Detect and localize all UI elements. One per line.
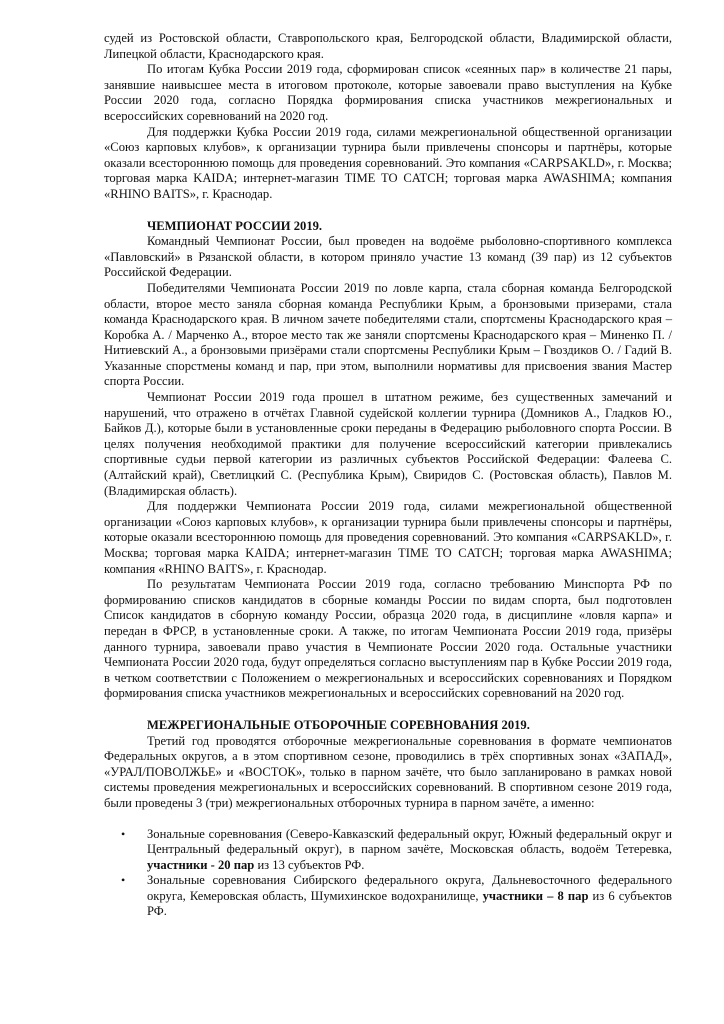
bullet-icon: • <box>121 873 126 888</box>
list-item-text: Зональные соревнования (Северо-Кавказский федеральный округ, Южный федеральный округ и Центральный федеральный округ), в парном зачёте, Московская область, водоём Тетеревка, <box>147 826 672 857</box>
list-item <box>104 873 672 920</box>
list-item-bold: участники - 20 пар <box>147 857 255 872</box>
championship-paragraph-4: Для поддержки Чемпионата России 2019 года, силами межрегиональной общественной организации «Союз карповых клубов», к организации турнира были привлечены спонсоры и партнёры, которые оказали всестороннюю помощь для проведения соревнований. Это компания «CARPSAKLD», г. Москва; торговая марка KAIDA; интернет-магазин TIME TO CATCH; торговая марка AWASHIMA; компания «RHINO BAITS», г. Краснодар. <box>104 499 672 576</box>
intro-paragraph-2: По итогам Кубка России 2019 года, сформирован список «сеянных пар» в количестве 21 пары, занявшие наивысшее места в итоговом протоколе, которые завоевали право выступления на Кубке России 2020 года, согласно Порядка формирования списка участников межрегиональных и всероссийских соревнований на 2020 год. <box>104 62 672 123</box>
list-item-text: Зональные соревнования Сибирского федерального округа, Дальневосточного федерального округа, Кемеровская область, Шумихинское водохранилище, <box>147 873 672 903</box>
list-spacer <box>104 812 672 827</box>
document-page <box>104 31 672 920</box>
section-spacer <box>104 702 672 718</box>
interregional-paragraph: Третий год проводятся отборочные межрегиональные соревнования в формате чемпионатов Федеральных округов, а в этом спортивном сезоне, проводились в трёх спортивных зонах «ЗАПАД», «УРАЛ/ПОВОЛЖЬЕ» и «ВОСТОК», только в парном зачёте, что было запланировано в рамках новой системы проведения межрегиональных и всероссийских соревнований. В спортивном сезоне 2019 года, были проведены 3 (три) межрегиональных отборочных турнира в парном зачёте, а именно: <box>104 733 672 810</box>
intro-paragraph-3: Для поддержки Кубка России 2019 года, силами межрегиональной общественной организации «Союз карповых клубов», к организации турнира были привлечены спонсоры и партнёры, которые оказали всестороннюю помощь для проведения соревнований. Это компания «CARPSAKLD», г. Москва; торговая марка KAIDA; интернет-магазин TIME TO CATCH; торговая марка AWASHIMA; компания «RHINO BAITS», г. Краснодар. <box>104 124 672 201</box>
intro-paragraph-1: судей из Ростовской области, Ставропольского края, Белгородской области, Владимирской области, Липецкой области, Краснодарского края. <box>104 31 672 61</box>
championship-paragraph-3: Чемпионат России 2019 года прошел в штатном режиме, без существенных замечаний и нарушений, что отражено в отчётах Главной судейской коллегии турнира (Домников А., Гладков Ю., Байков Д.), которые были в установленные сроки переданы в Федерацию рыболовного спорта России. В целях получения необходимой практики для получение всероссийский категории привлекались спортивные судьи первой категории из различных субъектов Российской Федерации: Фалеева С. (Алтайский край), Светлицкий С. (Республика Крым), Свиридов С. (Ростовская область), Павлов М. (Владимирская область). <box>104 390 672 498</box>
championship-paragraph-5: По результатам Чемпионата России 2019 года, согласно требованию Минспорта РФ по формированию списков кандидатов в сборные команды России по видам спорта, был подготовлен Список кандидатов в сборную команду России, образца 2020 года, в дисциплине «ловля карпа» и передан в ФРСР, в установленные сроки. А также, по итогам Чемпионата России 2019 года, призёры данного турнира, завоевали право участия в Чемпионате России 2020 года. Остальные участники Чемпионата России 2020 года, будут определяться согласно выступлениям пар в Кубке России 2019 года, в четком соответствии с Положением о межрегиональных и всероссийских соревнованиях и Порядком формирования списка участников межрегиональных и всероссийских соревнований на 2020 год. <box>104 577 672 701</box>
championship-paragraph-1: Командный Чемпионат России, был проведен на водоёме рыболовно-спортивного комплекса «Павловский» в Рязанской области, в котором приняло участие 13 команд (39 пар) из 12 субъектов Российской Федерации. <box>104 234 672 280</box>
list-item <box>104 827 672 874</box>
list-item-tail: из 13 субъектов РФ. <box>254 857 365 872</box>
competition-list <box>104 827 672 921</box>
list-item-tail: из 6 субъектов РФ. <box>147 888 672 919</box>
section-spacer <box>104 203 672 219</box>
championship-paragraph-2: Победителями Чемпионата России 2019 по ловле карпа, стала сборная команда Белгородской области, второе место заняла сборная команда Республики Крым, а бронзовыми призерами, стала команда Краснодарского края. В личном зачете победителями стали, спортсмены Краснодарского края – Коробка А. / Марченко А., второе место так же заняли спортсмены Краснодарского края – Миненко П. / Нитиевский А., а бронзовыми призёрами стали спортсмены Республики Крым – Гвоздиков О. / Гадий В. Указанные спорстмены команд и пар, при этом, выполнили нормативы для присвоения звания Мастер спорта России. <box>104 280 672 389</box>
bullet-icon: • <box>121 826 126 841</box>
list-item-bold: участники – 8 пар <box>482 888 589 903</box>
interregional-heading: МЕЖРЕГИОНАЛЬНЫЕ ОТБОРОЧНЫЕ СОРЕВНОВАНИЯ 2019. <box>147 717 530 732</box>
championship-heading: ЧЕМПИОНАТ РОССИИ 2019. <box>147 218 323 233</box>
